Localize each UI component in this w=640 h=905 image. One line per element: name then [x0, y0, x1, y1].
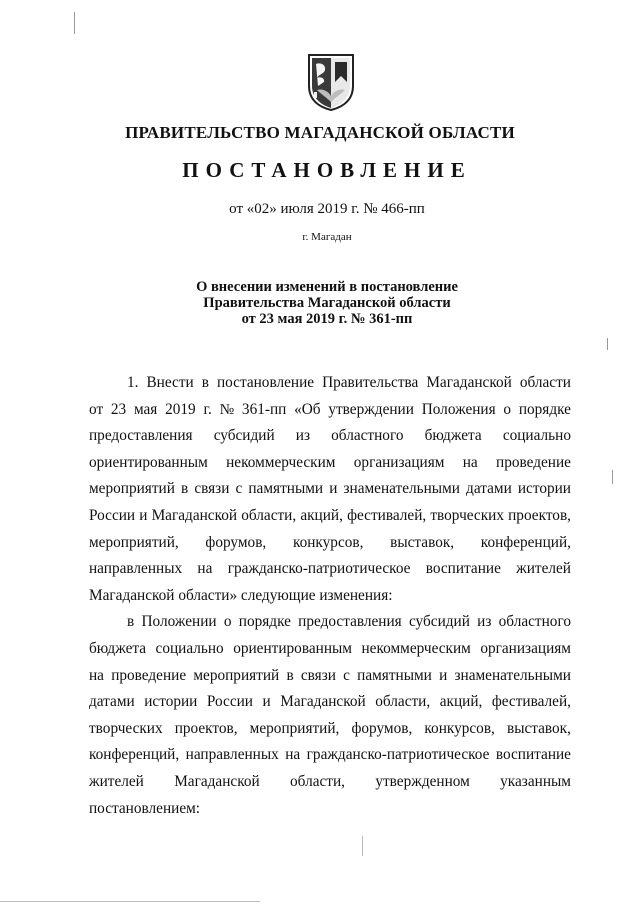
paragraph-line: [89, 476, 571, 503]
word: из: [477, 613, 492, 631]
word: порядке: [238, 613, 291, 631]
paragraph-line: [89, 370, 571, 397]
word: воспитание: [425, 560, 501, 578]
word: областного: [498, 613, 571, 631]
word: ориентированным: [89, 453, 208, 471]
body-paragraph-1: [89, 370, 571, 609]
line-text: [89, 423, 571, 450]
word: гражданско-патриотическое: [306, 746, 490, 764]
word: истории: [517, 480, 571, 498]
document-subject: [0, 279, 640, 327]
word: Положении: [141, 613, 217, 631]
word: субсидий: [408, 613, 470, 631]
scan-mark: [0, 901, 260, 902]
paragraph-line: [89, 716, 571, 743]
word: проектов,: [174, 719, 238, 737]
word: направленных: [185, 746, 279, 764]
word: на: [285, 746, 301, 764]
line-text: [89, 397, 571, 424]
word: мероприятий,: [89, 533, 179, 551]
word: Внести: [146, 374, 194, 391]
document-city: г. Магадан: [302, 231, 352, 243]
paragraph-line: [89, 423, 571, 450]
word: выставок,: [506, 719, 571, 737]
word: области,: [375, 693, 431, 711]
word: предоставления: [89, 427, 193, 445]
word: организациям: [353, 453, 445, 471]
word: «Об: [294, 400, 321, 418]
word: конференций,: [480, 533, 571, 551]
paragraph-line: [89, 796, 571, 823]
word: форумов,: [351, 719, 413, 737]
word: связи: [194, 480, 230, 498]
word: акций,: [439, 693, 483, 711]
word: от: [89, 400, 104, 418]
word: бюджета: [89, 639, 147, 657]
word: указанным: [500, 772, 571, 790]
word: о: [503, 400, 512, 418]
document-type-title: ПОСТАНОВЛЕНИЕ: [182, 158, 472, 182]
word: Магаданской: [280, 693, 366, 711]
paragraph-line: [89, 769, 571, 796]
word: фестивалей,: [347, 506, 427, 524]
word: акций,: [300, 506, 343, 524]
scan-mark: [74, 12, 75, 34]
scan-mark: [607, 338, 608, 350]
line-text: [89, 530, 571, 557]
line-text: [89, 450, 571, 477]
word: 2019: [165, 400, 196, 418]
word: из: [295, 427, 311, 445]
word: и: [439, 666, 448, 684]
word: области,: [290, 772, 345, 790]
line-text: [89, 636, 571, 663]
word: проведение: [496, 453, 571, 471]
word: областного: [331, 427, 404, 445]
word: и: [262, 693, 271, 711]
word: мероприятий: [89, 480, 175, 498]
line-text: [127, 609, 571, 636]
word: постановление: [216, 374, 315, 391]
word: организациям: [480, 639, 571, 657]
word: на: [462, 453, 478, 471]
line-text: [89, 663, 571, 690]
scan-mark: [362, 836, 363, 856]
word: в: [201, 374, 209, 391]
word: конкурсов,: [292, 533, 364, 551]
coat-of-arms-icon: [305, 52, 357, 112]
word: Магаданской: [151, 506, 238, 524]
paragraph-line: [89, 689, 571, 716]
word: с: [235, 480, 243, 498]
line-text: [89, 689, 571, 716]
word: 23: [110, 400, 127, 418]
word: в: [180, 480, 189, 498]
word: области: [519, 374, 571, 391]
word: на: [89, 666, 104, 684]
paragraph-line: [89, 397, 571, 424]
word: 1.: [127, 374, 139, 391]
line-text: [89, 742, 571, 769]
line-text: постановлением:: [89, 799, 201, 817]
word: творческих: [89, 719, 163, 737]
word: Магаданской: [426, 374, 512, 391]
word: утверждении: [328, 400, 414, 418]
word: в: [127, 613, 135, 631]
paragraph-line: [89, 556, 571, 583]
word: проведение: [111, 666, 187, 684]
word: Магаданской: [174, 772, 260, 790]
subject-line: Правительства Магаданской области: [203, 295, 451, 311]
word: Правительства: [322, 374, 419, 391]
body-paragraph-2: [89, 609, 571, 822]
line-text: [89, 503, 571, 530]
paragraph-line: [89, 636, 571, 663]
line-text: [127, 370, 571, 397]
word: памятными: [357, 666, 432, 684]
word: бюджета: [424, 427, 482, 445]
word: датами: [89, 693, 135, 711]
word: знаменательными: [454, 666, 571, 684]
document-date-number: от «02» июля 2019 г. № 466-пп: [229, 201, 425, 217]
word: творческих: [430, 506, 504, 524]
word: направленных: [89, 560, 183, 578]
word: на: [197, 560, 213, 578]
line-text: Магаданской области» следующие изменения:: [89, 586, 393, 604]
line-text: [89, 716, 571, 743]
word: жителей: [516, 560, 571, 578]
word: социально: [502, 427, 571, 445]
paragraph-line: [89, 742, 571, 769]
word: мероприятий: [193, 666, 280, 684]
word: датами: [466, 480, 512, 498]
word: России: [206, 693, 253, 711]
paragraph-line: [89, 530, 571, 557]
word: памятными: [248, 480, 324, 498]
word: некоммерческим: [226, 453, 336, 471]
word: ориентированным: [233, 639, 352, 657]
subject-line: О внесении изменений в постановление: [196, 279, 458, 295]
word: 361-пп: [241, 400, 287, 418]
line-text: [89, 769, 571, 796]
line-text: [89, 476, 571, 503]
word: связи: [300, 666, 336, 684]
word: порядке: [518, 400, 571, 418]
paragraph-line: [89, 503, 571, 530]
word: Положения: [421, 400, 496, 418]
organization-title: ПРАВИТЕЛЬСТВО МАГАДАНСКОЙ ОБЛАСТИ: [125, 123, 515, 142]
word: истории: [144, 693, 198, 711]
word: проектов,: [508, 506, 571, 524]
word: г.: [203, 400, 212, 418]
word: №: [219, 400, 235, 418]
word: России: [89, 506, 136, 524]
word: социально: [155, 639, 224, 657]
word: субсидий: [213, 427, 275, 445]
word: области,: [241, 506, 297, 524]
document-body: [89, 370, 571, 822]
word: и: [139, 506, 148, 524]
word: утвержденном: [375, 772, 470, 790]
word: предоставления: [298, 613, 402, 631]
word: форумов,: [205, 533, 267, 551]
word: конкурсов,: [424, 719, 495, 737]
line-text: [89, 556, 571, 583]
word: мая: [133, 400, 158, 418]
word: знаменательными: [343, 480, 460, 498]
word: о: [223, 613, 232, 631]
word: конференций,: [89, 746, 180, 764]
word: гражданско-патриотическое: [227, 560, 411, 578]
word: мероприятий,: [249, 719, 340, 737]
subject-line: от 23 мая 2019 г. № 361-пп: [241, 311, 413, 327]
paragraph-line: [89, 609, 571, 636]
word: и: [329, 480, 338, 498]
scan-mark: [612, 470, 613, 484]
word: фестивалей,: [491, 693, 571, 711]
word: выставок,: [390, 533, 455, 551]
word: с: [343, 666, 350, 684]
paragraph-line: [89, 663, 571, 690]
paragraph-line: [89, 583, 571, 610]
word: жителей: [89, 772, 144, 790]
word: воспитание: [495, 746, 571, 764]
word: в: [286, 666, 294, 684]
paragraph-line: [89, 450, 571, 477]
word: некоммерческим: [361, 639, 471, 657]
